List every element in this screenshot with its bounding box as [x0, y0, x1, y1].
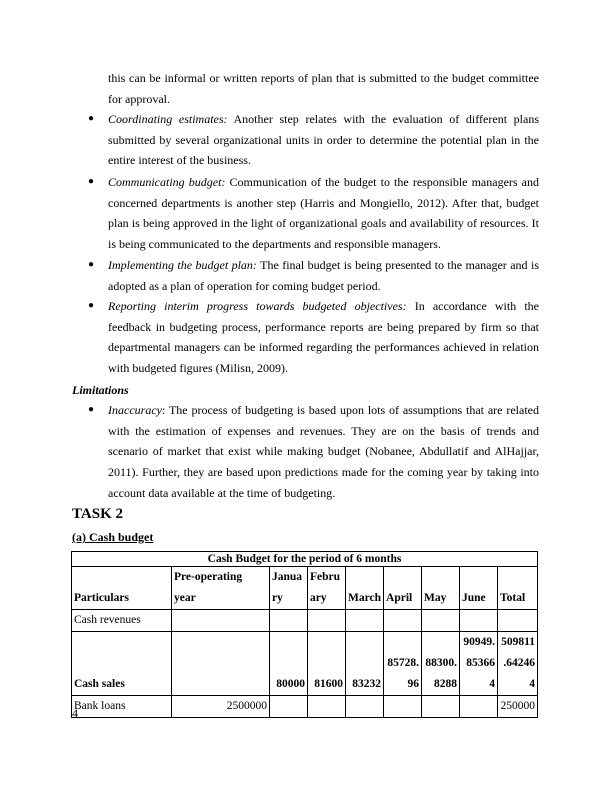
bullet-icon: ● — [88, 113, 95, 124]
bullet-lead: Inaccuracy — [108, 403, 162, 417]
cash-budget-table — [71, 551, 538, 718]
cell-preop: 2500000 — [172, 696, 270, 718]
bullet-implementing — [108, 255, 539, 296]
cell-total: 250000 — [498, 696, 538, 718]
table-header-row — [72, 567, 538, 610]
table-title: Cash Budget for the period of 6 months — [72, 552, 538, 567]
bullet-coordinating — [108, 109, 539, 171]
bullet-text: : The process of budgeting is based upon lots of assumptions that are related with the estimation of expenses and revenues. They are on the basis of trends and scenario of market that exist while making budget (Nobanee, Abdullatif and AlHajjar, 2011). Further, they are based upon predictions made for the coming year by taking into account data available at the time of budgeting. — [108, 403, 539, 500]
bullet-icon: ● — [88, 300, 95, 311]
page-number: 4 — [72, 706, 78, 720]
header-jun: June — [460, 567, 498, 610]
bullet-lead: Communicating budget: — [108, 175, 226, 189]
header-feb: Febru ary — [308, 567, 346, 610]
limitations-heading: Limitations — [72, 383, 129, 397]
intro-paragraph: this can be informal or written reports of plan that is submitted to the budget committee for approval. — [108, 71, 539, 106]
header-particulars: Particulars — [72, 567, 172, 610]
bullet-reporting — [108, 296, 539, 379]
header-jan: Janua ry — [270, 567, 308, 610]
header-mar: March — [346, 567, 384, 610]
table-row — [72, 610, 538, 632]
cell-apr: 85728. 96 — [384, 632, 422, 696]
row-label-cash-revenues: Cash revenues — [72, 610, 172, 632]
bullet-lead: Reporting interim progress towards budgeted objectives: — [108, 299, 407, 313]
bullet-inaccuracy — [108, 400, 539, 504]
cell-total: 509811 .64246 4 — [498, 632, 538, 696]
cell-jun: 90949. 85366 4 — [460, 632, 498, 696]
header-preop: Pre-operating year — [172, 567, 270, 610]
header-apr: April — [384, 567, 422, 610]
bullet-icon: ● — [88, 404, 95, 415]
bullet-lead: Implementing the budget plan: — [108, 258, 257, 272]
table-row — [72, 696, 538, 718]
row-label-bank-loans: Bank loans — [72, 696, 172, 718]
cell-jan: 80000 — [270, 632, 308, 696]
table-row — [72, 632, 538, 696]
cell-mar: 83232 — [346, 632, 384, 696]
bullet-text: In accordance with the feedback in budgeting process, performance reports are being prepared by firm so that departmental managers can be informed regarding the performances achieved in relation with budgeted figures (Milisn, 2009). — [108, 299, 540, 376]
bullet-communicating — [108, 172, 539, 255]
cell-may: 88300. 8288 — [422, 632, 460, 696]
bullet-icon: ● — [88, 259, 95, 270]
bullet-icon: ● — [88, 176, 95, 187]
table-title-row — [72, 552, 538, 567]
bullet-text: Another step relates with the evaluation of different plans submitted by several organizational units in order to determine the potential plan in the entire interest of the business. — [108, 112, 539, 168]
header-may: May — [422, 567, 460, 610]
cash-budget-subheading: (a) Cash budget — [72, 530, 154, 544]
row-label-cash-sales: Cash sales — [72, 632, 172, 696]
bullet-lead: Coordinating estimates: — [108, 112, 228, 126]
cell-feb: 81600 — [308, 632, 346, 696]
bullet-text: Communication of the budget to the responsible managers and concerned departments is another step (Harris and Mongiello, 2012). After that, budget plan is being approved in the light of organizational goals and availability of resources. It is being communicated to the departments and responsible managers. — [108, 175, 539, 252]
bullet-text: The final budget is being presented to the manager and is adopted as a plan of operation for coming budget period. — [108, 258, 539, 293]
header-total: Total — [498, 567, 538, 610]
task-heading: TASK 2 — [72, 506, 123, 522]
